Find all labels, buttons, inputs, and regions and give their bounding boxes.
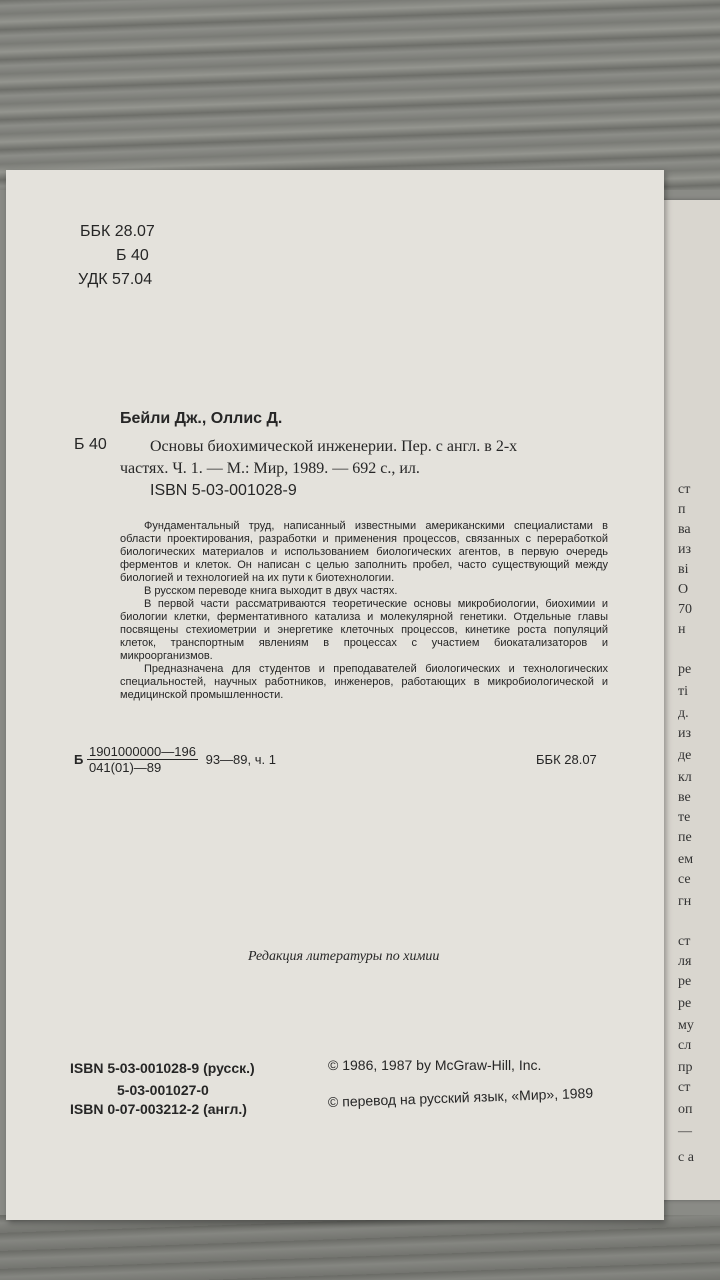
facing-page-fragment: оп xyxy=(678,1102,693,1117)
facing-page-fragment: н xyxy=(678,622,686,637)
facing-page-fragment: с а xyxy=(678,1150,694,1165)
facing-page-fragment: ті xyxy=(678,684,689,699)
facing-page-fragment: кл xyxy=(678,770,692,785)
code-suffix: 93—89, ч. 1 xyxy=(205,752,276,767)
facing-page-fragment: ре xyxy=(678,974,692,989)
code-letter: Б xyxy=(74,752,84,767)
copyright-original: © 1986, 1987 by McGraw-Hill, Inc. xyxy=(328,1057,542,1073)
facing-page-fragment: ві xyxy=(678,562,689,577)
facing-page-fragment: из xyxy=(678,726,692,741)
udk-code: УДК 57.04 xyxy=(78,271,153,288)
bbk-code: ББК 28.07 xyxy=(80,223,155,240)
facing-page-fragment: О xyxy=(678,582,689,597)
code-denominator: 041(01)—89 xyxy=(88,760,162,775)
author-line: Бейли Дж., Оллис Д. xyxy=(120,410,283,427)
copyright-translation: © перевод на русский язык, «Мир», 1989 xyxy=(327,1084,594,1110)
facing-page-fragment: ст xyxy=(678,934,691,949)
annotation-paragraph-1: Фундаментальный труд, написанный известными американскими специалистами в области проектирования, разработки и применения процессов, связанных с переработкой биологических материалов и использованием биологических агентов, в первую очередь ферментов и клеток. Он написан с целью заполнить пробел, часто существующий между биологией и технологией на их пути к биотехнологии. xyxy=(120,520,608,584)
isbn-part2: 5-03-001027-0 xyxy=(117,1082,209,1098)
facing-page-fragment: — xyxy=(678,1124,692,1139)
show-through-title xyxy=(330,270,600,400)
editorial-office: Редакция литературы по химии xyxy=(248,949,440,964)
facing-page-fragment: се xyxy=(678,872,691,887)
facing-page-fragment: сл xyxy=(678,1038,692,1053)
isbn-english: ISBN 0-07-003212-2 (англ.) xyxy=(70,1101,247,1117)
facing-page-fragment: п xyxy=(678,502,686,517)
facing-page-fragment: пе xyxy=(678,830,692,845)
code-numerator: 1901000000—196 xyxy=(88,744,196,759)
facing-page-fragment: ем xyxy=(678,852,694,867)
code-fraction xyxy=(87,744,198,775)
facing-page-fragment: 70 xyxy=(678,602,692,617)
facing-page-fragment: гн xyxy=(678,894,692,909)
facing-page-fragment: му xyxy=(678,1018,694,1033)
annotation-paragraph-3: В первой части рассматриваются теоретические основы микробиологии, биохимии и биологии клетки, ферментативного катализа и молекулярной генетики. Отдельные главы посвящены стехиометрии и энергетике клеточных процессов, кинетике роста популяций клеток, транспортным явлениям в процессах с участием биокатализаторов и микроорганизмов. xyxy=(120,598,608,662)
author-mark-top: Б 40 xyxy=(116,247,149,264)
annotation xyxy=(120,520,608,702)
facing-page-fragment: ва xyxy=(678,522,691,537)
annotation-paragraph-4: Предназначена для студентов и преподавателей биологических и технологических специальностей, научных работников, инженеров, работающих в микробиологической и медицинской промышленности. xyxy=(120,663,608,701)
isbn-main: ISBN 5-03-001028-9 xyxy=(150,482,297,499)
facing-page-fragment: д. xyxy=(678,706,689,721)
facing-page-fragment: де xyxy=(678,748,692,763)
facing-page-fragment: ре xyxy=(678,662,692,677)
bibliographic-title-line2: частях. Ч. 1. — М.: Мир, 1989. — 692 с., ил. xyxy=(120,460,420,477)
catalog-code xyxy=(74,744,276,775)
facing-page-fragment: ве xyxy=(678,790,691,805)
facing-page-fragment: из xyxy=(678,542,692,557)
annotation-paragraph-2: В русском переводе книга выходит в двух частях. xyxy=(144,585,398,597)
facing-page-fragment: ст xyxy=(678,482,691,497)
facing-page-fragment: ст xyxy=(678,1080,691,1095)
bbk-code-bottom: ББК 28.07 xyxy=(536,752,597,767)
catalog-mark: Б 40 xyxy=(74,436,107,453)
wooden-surface-bottom xyxy=(0,1215,720,1280)
isbn-russian: ISBN 5-03-001028-9 (русск.) xyxy=(70,1060,255,1076)
facing-page-fragment: те xyxy=(678,810,691,825)
bibliographic-title-line1: Основы биохимической инженерии. Пер. с англ. в 2-х xyxy=(150,438,518,455)
wooden-surface-top xyxy=(0,0,720,190)
facing-page-fragment: ре xyxy=(678,996,692,1011)
facing-page-fragment: пр xyxy=(678,1060,693,1075)
facing-page-fragment: ля xyxy=(678,954,692,969)
